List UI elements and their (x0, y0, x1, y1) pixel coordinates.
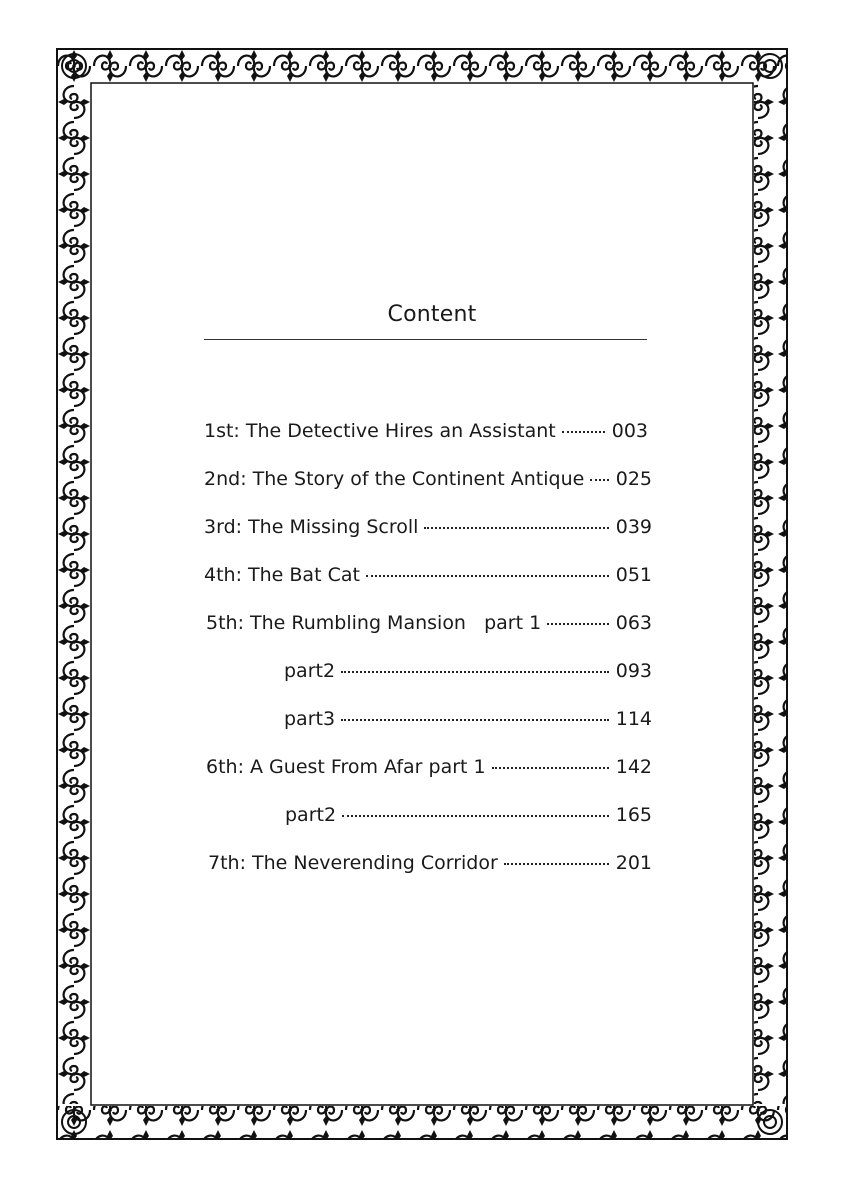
toc-entry-page: 093 (615, 660, 652, 682)
toc-entry-title: 6th: A Guest From Afar part 1 (206, 756, 486, 778)
toc-entry-6th-part1[interactable] (206, 756, 652, 784)
dot-leader (504, 863, 609, 865)
dot-leader (562, 431, 605, 433)
toc-entry-title: 3rd: The Missing Scroll (204, 516, 419, 538)
toc-entry-4th[interactable] (204, 564, 652, 592)
toc-entry-title: part3 (284, 708, 336, 730)
toc-entry-page: 051 (615, 564, 652, 586)
toc-entry-title: 2nd: The Story of the Continent Antique (204, 468, 585, 490)
dot-leader (424, 527, 608, 529)
toc-entry-3rd[interactable] (204, 516, 652, 544)
toc-entry-page: 142 (615, 756, 652, 778)
toc-entry-title: 4th: The Bat Cat (204, 564, 360, 586)
dot-leader (492, 767, 609, 769)
toc-entry-page: 165 (615, 804, 652, 826)
toc-entry-title: part2 (284, 660, 336, 682)
page-title: Content (387, 302, 477, 327)
toc-entry-page: 003 (611, 420, 648, 442)
dot-leader (342, 815, 609, 817)
toc-entry-title: 5th: The Rumbling Mansion part 1 (206, 612, 542, 634)
toc-entry-title: part2 (285, 804, 337, 826)
dot-leader (341, 719, 609, 721)
toc-entry-5th-part2[interactable] (284, 660, 652, 688)
toc-entry-page: 201 (615, 852, 652, 874)
dot-leader (590, 479, 608, 481)
toc-entry-title: 7th: The Neverending Corridor (208, 852, 498, 874)
dot-leader (366, 575, 609, 577)
toc-entry-page: 039 (615, 516, 652, 538)
dot-leader (341, 671, 609, 673)
toc-entry-1st[interactable] (204, 420, 648, 448)
toc-entry-2nd[interactable] (204, 468, 652, 496)
dot-leader (547, 623, 609, 625)
toc-entry-page: 063 (615, 612, 652, 634)
toc-entry-5th-part3[interactable] (284, 708, 652, 736)
toc-entry-7th[interactable] (208, 852, 652, 880)
toc-entry-5th-part1[interactable] (206, 612, 652, 640)
toc-entry-title: 1st: The Detective Hires an Assistant (204, 420, 556, 442)
toc-entry-6th-part2[interactable] (285, 804, 652, 832)
toc-entry-page: 025 (615, 468, 652, 490)
toc-entry-page: 114 (615, 708, 652, 730)
